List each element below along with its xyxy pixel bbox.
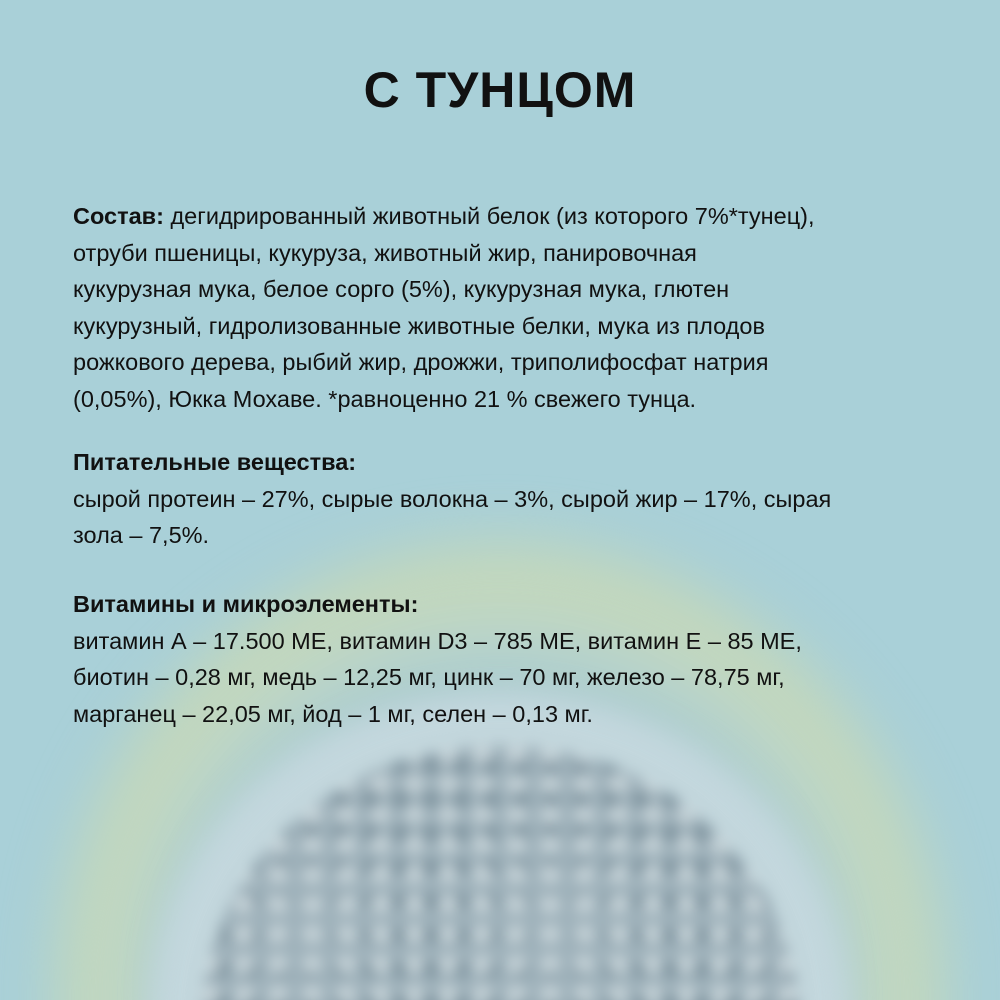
composition-text: дегидрированный животный белок (из которого 7%*тунец), xyxy=(163,203,815,229)
vitamins-line: биотин – 0,28 мг, медь – 12,25 мг, цинк – 70 мг, железо – 78,75 мг, xyxy=(73,664,785,690)
nutrients-section xyxy=(73,444,933,554)
composition-line: отруби пшеницы, кукуруза, животный жир, панировочная xyxy=(73,239,697,266)
nutrients-line: сырой протеин – 27%, сырые волокна – 3%, сырой жир – 17%, сырая xyxy=(73,485,832,512)
vitamins-line: марганец – 22,05 мг, йод – 1 мг, селен – 0,13 мг. xyxy=(73,700,593,727)
composition-line: рожкового дерева, рыбий жир, дрожжи, триполифосфат натрия xyxy=(73,349,769,375)
composition-line: (0,05%), Юкка Мохаве. *равноценно 21 % свежего тунца. xyxy=(73,385,697,412)
nutrients-line: зола – 7,5%. xyxy=(73,522,210,548)
vitamins-section xyxy=(73,586,933,732)
composition-line-1 xyxy=(73,198,933,235)
page-title: С ТУНЦОМ xyxy=(363,62,637,118)
composition-label: Состав: xyxy=(73,203,164,229)
composition-line: кукурузная мука, белое сорго (5%), кукурузная мука, глютен xyxy=(73,276,730,302)
vitamins-line: витамин А – 17.500 МЕ, витамин D3 – 785 МЕ, витамин Е – 85 МЕ, xyxy=(73,627,802,654)
composition-section xyxy=(73,198,933,417)
composition-line: кукурузный, гидролизованные животные белки, мука из плодов xyxy=(73,312,765,339)
vitamins-label: Витамины и микроэлементы: xyxy=(73,591,419,617)
nutrients-label: Питательные вещества: xyxy=(73,449,357,475)
